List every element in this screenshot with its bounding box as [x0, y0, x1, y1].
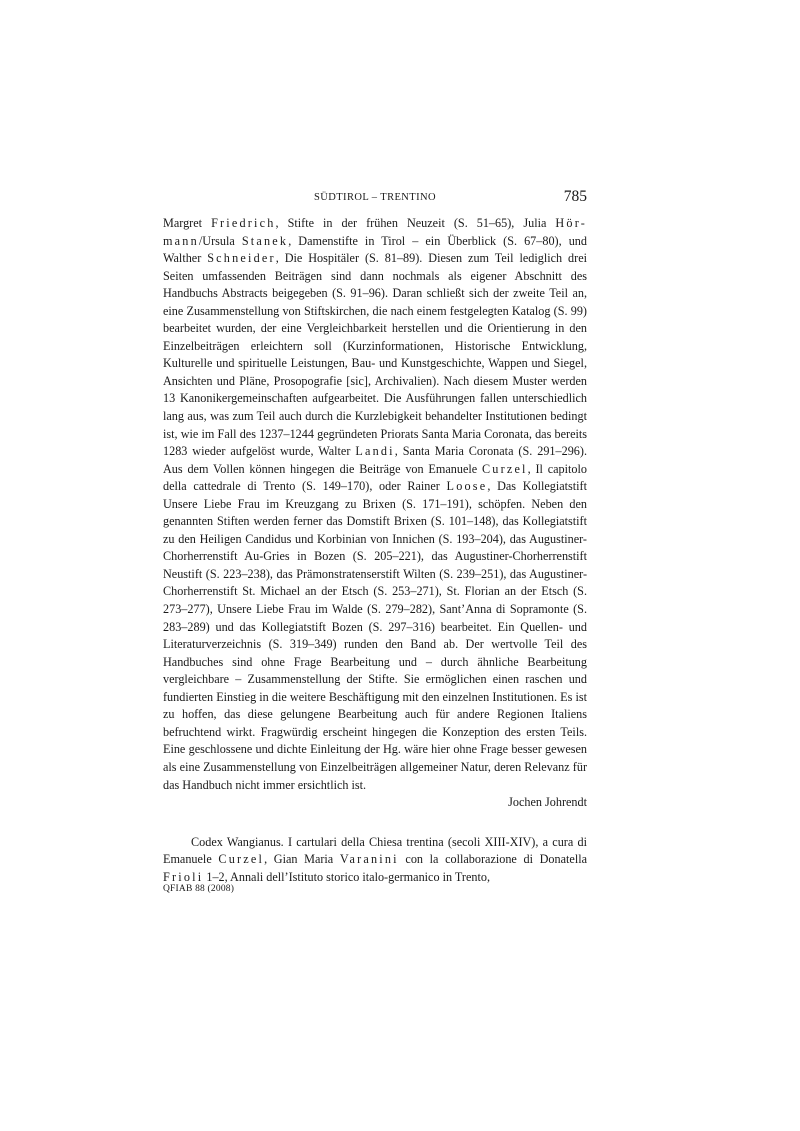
- author-name: Varanini: [339, 852, 399, 867]
- running-head-title: SÜDTIROL – TRENTINO: [314, 192, 436, 203]
- text-run: Codex Wangianus. I cartulari della Chiesa trentina (secoli XIII-XIV), a cura di Emanuele: [163, 834, 587, 867]
- journal-footer: QFIAB 88 (2008): [163, 884, 235, 894]
- author-name: Landi: [355, 444, 395, 459]
- text-run: , Santa Maria Coronata (S. 291–296). Aus dem Vollen können hingegen die Beiträge von Emanuele: [163, 444, 587, 476]
- reviewer-signature: Jochen Johrendt: [508, 795, 587, 810]
- text-run: , Gian Maria: [264, 852, 340, 867]
- author-name: Schneider: [207, 251, 276, 266]
- text-run: , Das Kollegiatstift Unsere Liebe Frau im Kreuzgang zu Brixen (S. 171–191), schöpfen. Neben den genannten Stiften werden ferner das Domstift Brixen (S. 101–148), das Kollegiatstift zu den Heiligen Candidus und Korbinian von Innichen (S. 193–204), das Augustiner-Chorherrenstift Au-Gries in Bozen (S. 205–221), das Augustiner-Chorherrenstift Neustift (S. 223–238), das Prämonstratenserstift Wilten (S. 239–251), das Augustiner-Chorherrenstift St. Michael an der Etsch (S. 253–271), St. Florian an der Etsch (S. 273–277), Unsere Liebe Frau im Walde (S. 279–282), Sant’Anna di Sopramonte (S. 283–289) und das Kollegiatstift Bozen (S. 297–316) bearbeitet. Ein Quellen- und Literaturverzeichnis (S. 319–349) runden den Band ab. Der wertvolle Teil des Handbuches sind ohne Frage Bearbeitung und – durch ähnliche Bearbeitung vergleichbare – Zusammenstellung der Stifte. Sie ermöglichen einen raschen und fundierten Einstieg in die weitere Beschäftigung mit den einzelnen Institutionen. Es ist zu hoffen, das diese gelungene Bearbeitung auch für andere Regionen Italiens befruchtend wirkt. Fragwürdig erscheint hingegen die Konzeption des ersten Teils. Eine geschlossene und dichte Einleitung der Hg. wäre hier ohne Frage besser gewesen als eine Zusammenstellung von Einzelbeiträgen allgemeiner Natur, deren Relevanz für das Handbuch nicht immer ersichtlich ist.: [163, 479, 588, 792]
- author-name: Curzel: [218, 852, 265, 867]
- page-number: 785: [563, 188, 587, 205]
- text-run: /Ursula: [198, 233, 242, 248]
- text-run: , Die Hospitäler (S. 81–89). Diesen zum Teil lediglich drei Seiten umfassenden Beiträgen sind dann nochmals als eigener Abschnitt des Handbuchs Abstracts beigegeben (S. 91–96). Daran schließt sich der zweite Teil an, eine Zusammenstellung von Stiftskirchen, die nach einem festgelegten Katalog (S. 99) bearbeitet wurden, der eine Vergleichbarkeit herstellen und die Orientierung in den Einzelbeiträgen erleichtern soll (Kurzinformationen, Historische Entwicklung, Kulturelle und spirituelle Leistungen, Bau- und Kunstgeschichte, Wappen und Siegel, Ansichten und Pläne, Prosopografie [sic], Archivalien). Nach diesem Muster werden 13 Kanonikergemeinschaften aufgearbeitet. Die Ausführungen fallen unterschiedlich lang aus, was zum Teil auch durch die Kurzlebigkeit behandelter Institutionen bedingt ist, wie im Fall des 1237–1244 gegründeten Priorats Santa Maria Coronata, das bereits 1283 wieder aufgelöst wurde, Walter: [163, 251, 587, 459]
- author-name: Hör-mann: [163, 216, 587, 248]
- author-name: Loose: [446, 479, 488, 494]
- author-name: Frioli: [163, 869, 204, 884]
- review-citation: [163, 834, 587, 887]
- text-run: con la collaborazione di Donatella: [398, 852, 588, 867]
- review-paragraph: [163, 215, 587, 794]
- text-run: , Stifte in der frühen Neuzeit (S. 51–65), Julia: [275, 216, 556, 230]
- body-text: [163, 215, 587, 886]
- text-run: , Il capitolo della cattedrale di Trento (S. 149–170), oder Rainer: [163, 461, 587, 494]
- author-name: Stanek: [241, 233, 289, 248]
- text-run: 1–2, Annali dell’Istituto storico italo-germanico in Trento,: [203, 869, 491, 884]
- author-name: Curzel: [481, 461, 528, 476]
- author-name: Friedrich: [211, 216, 276, 230]
- text-run: , Damenstifte in Tirol – ein Überblick (S. 67–80), und Walther: [163, 233, 587, 266]
- running-head: [163, 188, 587, 206]
- text-run: Margret: [163, 216, 212, 230]
